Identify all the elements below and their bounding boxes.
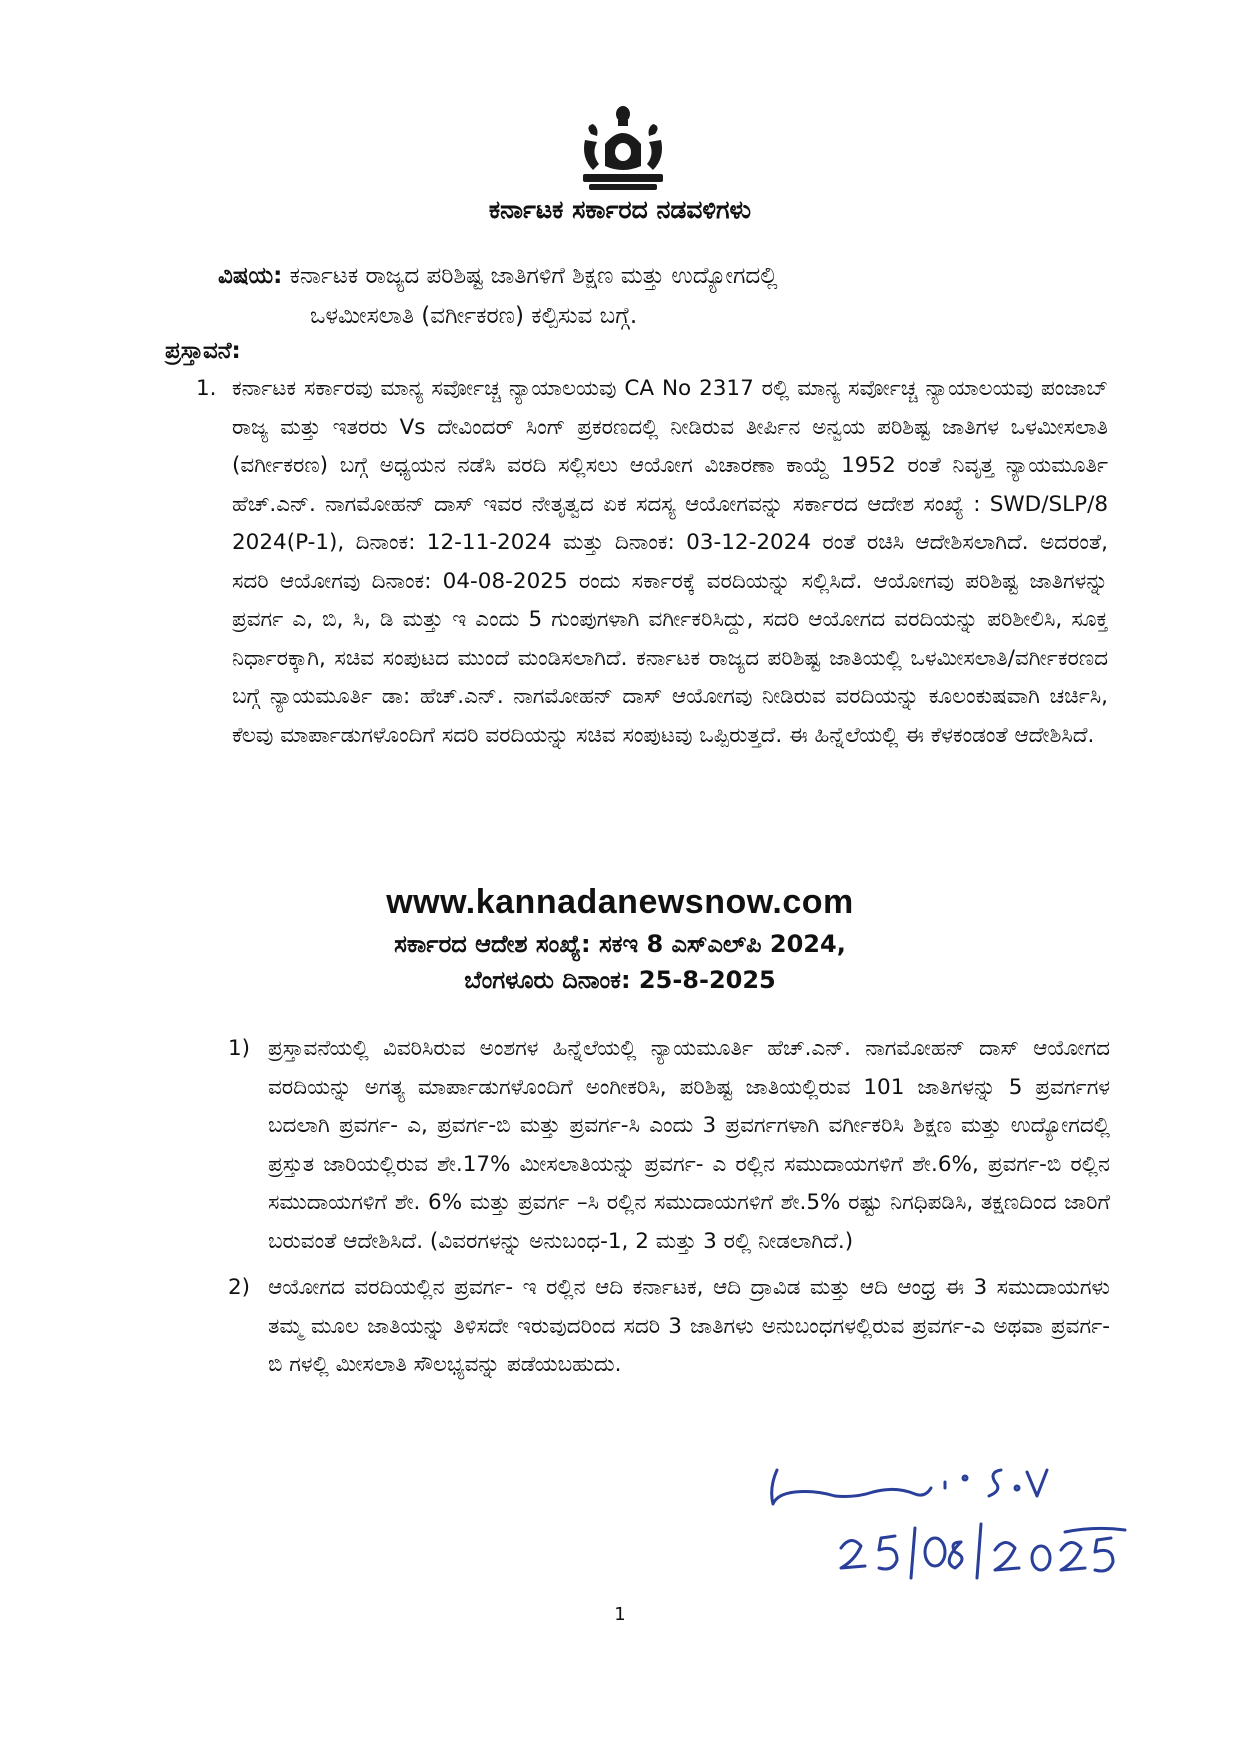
- document-heading: ಕರ್ನಾಟಕ ಸರ್ಕಾರದ ನಡವಳಿಗಳು: [488, 195, 752, 224]
- preamble-text: ಕರ್ನಾಟಕ ಸರ್ಕಾರವು ಮಾನ್ಯ ಸರ್ವೋಚ್ಚ ನ್ಯಾಯಾಲಯವು CA No 2317 ರಲ್ಲಿ ಮಾನ್ಯ ಸರ್ವೋಚ್ಚ ನ್ಯಾಯಾಲಯವು ಪಂಜಾಬ್ ರಾಜ್ಯ ಮತ್ತು ಇತರರು Vs ದೇವಿಂದರ್ ಸಿಂಗ್ ಪ್ರಕರಣದಲ್ಲಿ ನೀಡಿರುವ ತೀರ್ಪಿನ ಅನ್ವಯ ಪರಿಶಿಷ್ಟ ಜಾತಿಗಳ ಒಳಮೀಸಲಾತಿ (ವರ್ಗೀಕರಣ) ಬಗ್ಗೆ ಅಧ್ಯಯನ ನಡೆಸಿ ವರದಿ ಸಲ್ಲಿಸಲು ಆಯೋಗ ವಿಚಾರಣಾ ಕಾಯ್ದೆ 1952 ರಂತೆ ನಿವೃತ್ತ ನ್ಯಾಯಮೂರ್ತಿ ಹೆಚ್.ಎನ್. ನಾಗಮೋಹನ್ ದಾಸ್ ಇವರ ನೇತೃತ್ವದ ಏಕ ಸದಸ್ಯ ಆಯೋಗವನ್ನು ಸರ್ಕಾರದ ಆದೇಶ ಸಂಖ್ಯೆ : SWD/SLP/8 2024(P-1), ದಿನಾಂಕ: 12-11-2024 ಮತ್ತು ದಿನಾಂಕ: 03-12-2024 ರಂತೆ ರಚಿಸಿ ಆದೇಶಿಸಲಾಗಿದೆ. ಅದರಂತೆ, ಸದರಿ ಆಯೋಗವು ದಿನಾಂಕ: 04-08-2025 ರಂದು ಸರ್ಕಾರಕ್ಕೆ ವರದಿಯನ್ನು ಸಲ್ಲಿಸಿದೆ. ಆಯೋಗವು ಪರಿಶಿಷ್ಟ ಜಾತಿಗಳನ್ನು ಪ್ರವರ್ಗ ಎ, ಬಿ, ಸಿ, ಡಿ ಮತ್ತು ಇ ಎಂದು 5 ಗುಂಪುಗಳಾಗಿ ವರ್ಗೀಕರಿಸಿದ್ದು, ಸದರಿ ಆಯೋಗದ ವರದಿಯನ್ನು ಪರಿಶೀಲಿಸಿ, ಸೂಕ್ತ ನಿರ್ಧಾರಕ್ಕಾಗಿ, ಸಚಿವ ಸಂಪುಟದ ಮುಂದೆ ಮಂಡಿಸಲಾಗಿದೆ. ಕರ್ನಾಟಕ ರಾಜ್ಯದ ಪರಿಶಿಷ್ಟ ಜಾತಿಯಲ್ಲಿ ಒಳಮೀಸಲಾತಿ/ವರ್ಗೀಕರಣದ ಬಗ್ಗೆ ನ್ಯಾಯಮೂರ್ತಿ ಡಾ: ಹೆಚ್.ಎನ್. ನಾಗಮೋಹನ್ ದಾಸ್ ಆಯೋಗವು ನೀಡಿರುವ ವರದಿಯನ್ನು ಕೂಲಂಕುಷವಾಗಿ ಚರ್ಚಿಸಿ, ಕೆಲವು ಮಾರ್ಪಾಡುಗಳೊಂದಿಗೆ ಸದರಿ ವರದಿಯನ್ನು ಸಚಿವ ಸಂಪುಟವು ಒಪ್ಪಿರುತ್ತದೆ. ಈ ಹಿನ್ನೆಲೆಯಲ್ಲಿ ಈ ಕೆಳಕಂಡಂತೆ ಆದೇಶಿಸಿದೆ.: [232, 376, 1108, 748]
- orders-list: [228, 1030, 1110, 1393]
- preamble-paragraph: [196, 370, 1108, 755]
- preamble-title: ಪ್ರಸ್ತಾವನೆ:: [165, 338, 241, 364]
- order-place-date: ಬೆಂಗಳೂರು ದಿನಾಂಕ: 25-8-2025: [464, 966, 776, 994]
- order-item-text: ಆಯೋಗದ ವರದಿಯಲ್ಲಿನ ಪ್ರವರ್ಗ- ಇ ರಲ್ಲಿನ ಆದಿ ಕರ್ನಾಟಕ, ಆದಿ ದ್ರಾವಿಡ ಮತ್ತು ಆದಿ ಆಂಧ್ರ ಈ 3 ಸಮುದಾಯಗಳು ತಮ್ಮ ಮೂಲ ಜಾತಿಯನ್ನು ತಿಳಿಸದೇ ಇರುವುದರಿಂದ ಸದರಿ 3 ಜಾತಿಗಳು ಅನುಬಂಧಗಳಲ್ಲಿರುವ ಪ್ರವರ್ಗ-ಎ ಅಥವಾ ಪ್ರವರ್ಗ-ಬಿ ಗಳಲ್ಲಿ ಮೀಸಲಾತಿ ಸೌಲಭ್ಯವನ್ನು ಪಡೆಯಬಹುದು.: [268, 1275, 1110, 1377]
- page-number: 1: [614, 1604, 626, 1625]
- handwritten-signature: [755, 1458, 1135, 1598]
- order-item-number: 2): [228, 1275, 251, 1300]
- order-item-1: [228, 1030, 1110, 1261]
- state-emblem-icon: [575, 104, 671, 194]
- subject-label: ವಿಷಯ:: [218, 263, 283, 289]
- order-item-2: [228, 1269, 1110, 1385]
- subject-line-2: ಒಳಮೀಸಲಾತಿ (ವರ್ಗೀಕರಣ) ಕಲ್ಪಿಸುವ ಬಗ್ಗೆ.: [310, 303, 638, 329]
- subject-line-1: ಕರ್ನಾಟಕ ರಾಜ್ಯದ ಪರಿಶಿಷ್ಟ ಜಾತಿಗಳಿಗೆ ಶಿಕ್ಷಣ ಮತ್ತು ಉದ್ಯೋಗದಲ್ಲಿ: [289, 263, 778, 289]
- order-item-text: ಪ್ರಸ್ತಾವನೆಯಲ್ಲಿ ವಿವರಿಸಿರುವ ಅಂಶಗಳ ಹಿನ್ನೆಲೆಯಲ್ಲಿ ನ್ಯಾಯಮೂರ್ತಿ ಹೆಚ್.ಎನ್. ನಾಗಮೋಹನ್ ದಾಸ್ ಆಯೋಗದ ವರದಿಯನ್ನು ಅಗತ್ಯ ಮಾರ್ಪಾಡುಗಳೊಂದಿಗೆ ಅಂಗೀಕರಿಸಿ, ಪರಿಶಿಷ್ಟ ಜಾತಿಯಲ್ಲಿರುವ 101 ಜಾತಿಗಳನ್ನು 5 ಪ್ರವರ್ಗಗಳ ಬದಲಾಗಿ ಪ್ರವರ್ಗ- ಎ, ಪ್ರವರ್ಗ-ಬಿ ಮತ್ತು ಪ್ರವರ್ಗ-ಸಿ ಎಂದು 3 ಪ್ರವರ್ಗಗಳಾಗಿ ವರ್ಗೀಕರಿಸಿ ಶಿಕ್ಷಣ ಮತ್ತು ಉದ್ಯೋಗದಲ್ಲಿ ಪ್ರಸ್ತುತ ಜಾರಿಯಲ್ಲಿರುವ ಶೇ.17% ಮೀಸಲಾತಿಯನ್ನು ಪ್ರವರ್ಗ- ಎ ರಲ್ಲಿನ ಸಮುದಾಯಗಳಿಗೆ ಶೇ.6%, ಪ್ರವರ್ಗ-ಬಿ ರಲ್ಲಿನ ಸಮುದಾಯಗಳಿಗೆ ಶೇ. 6% ಮತ್ತು ಪ್ರವರ್ಗ –ಸಿ ರಲ್ಲಿನ ಸಮುದಾಯಗಳಿಗೆ ಶೇ.5% ರಷ್ಟು ನಿಗಧಿಪಡಿಸಿ, ತಕ್ಷಣದಿಂದ ಜಾರಿಗೆ ಬರುವಂತೆ ಆದೇಶಿಸಿದೆ. (ವಿವರಗಳನ್ನು ಅನುಬಂಧ-1, 2 ಮತ್ತು 3 ರಲ್ಲಿ ನೀಡಲಾಗಿದೆ.): [268, 1036, 1110, 1254]
- order-item-number: 1): [228, 1036, 251, 1061]
- order-number: ಸರ್ಕಾರದ ಆದೇಶ ಸಂಖ್ಯೆ: ಸಕಇ 8 ಎಸ್ಎಲ್‌ಪಿ 2024,: [394, 930, 846, 958]
- website-watermark: www.kannadanewsnow.com: [386, 883, 854, 921]
- subject-block: [218, 256, 1118, 336]
- paragraph-number: 1.: [196, 376, 217, 401]
